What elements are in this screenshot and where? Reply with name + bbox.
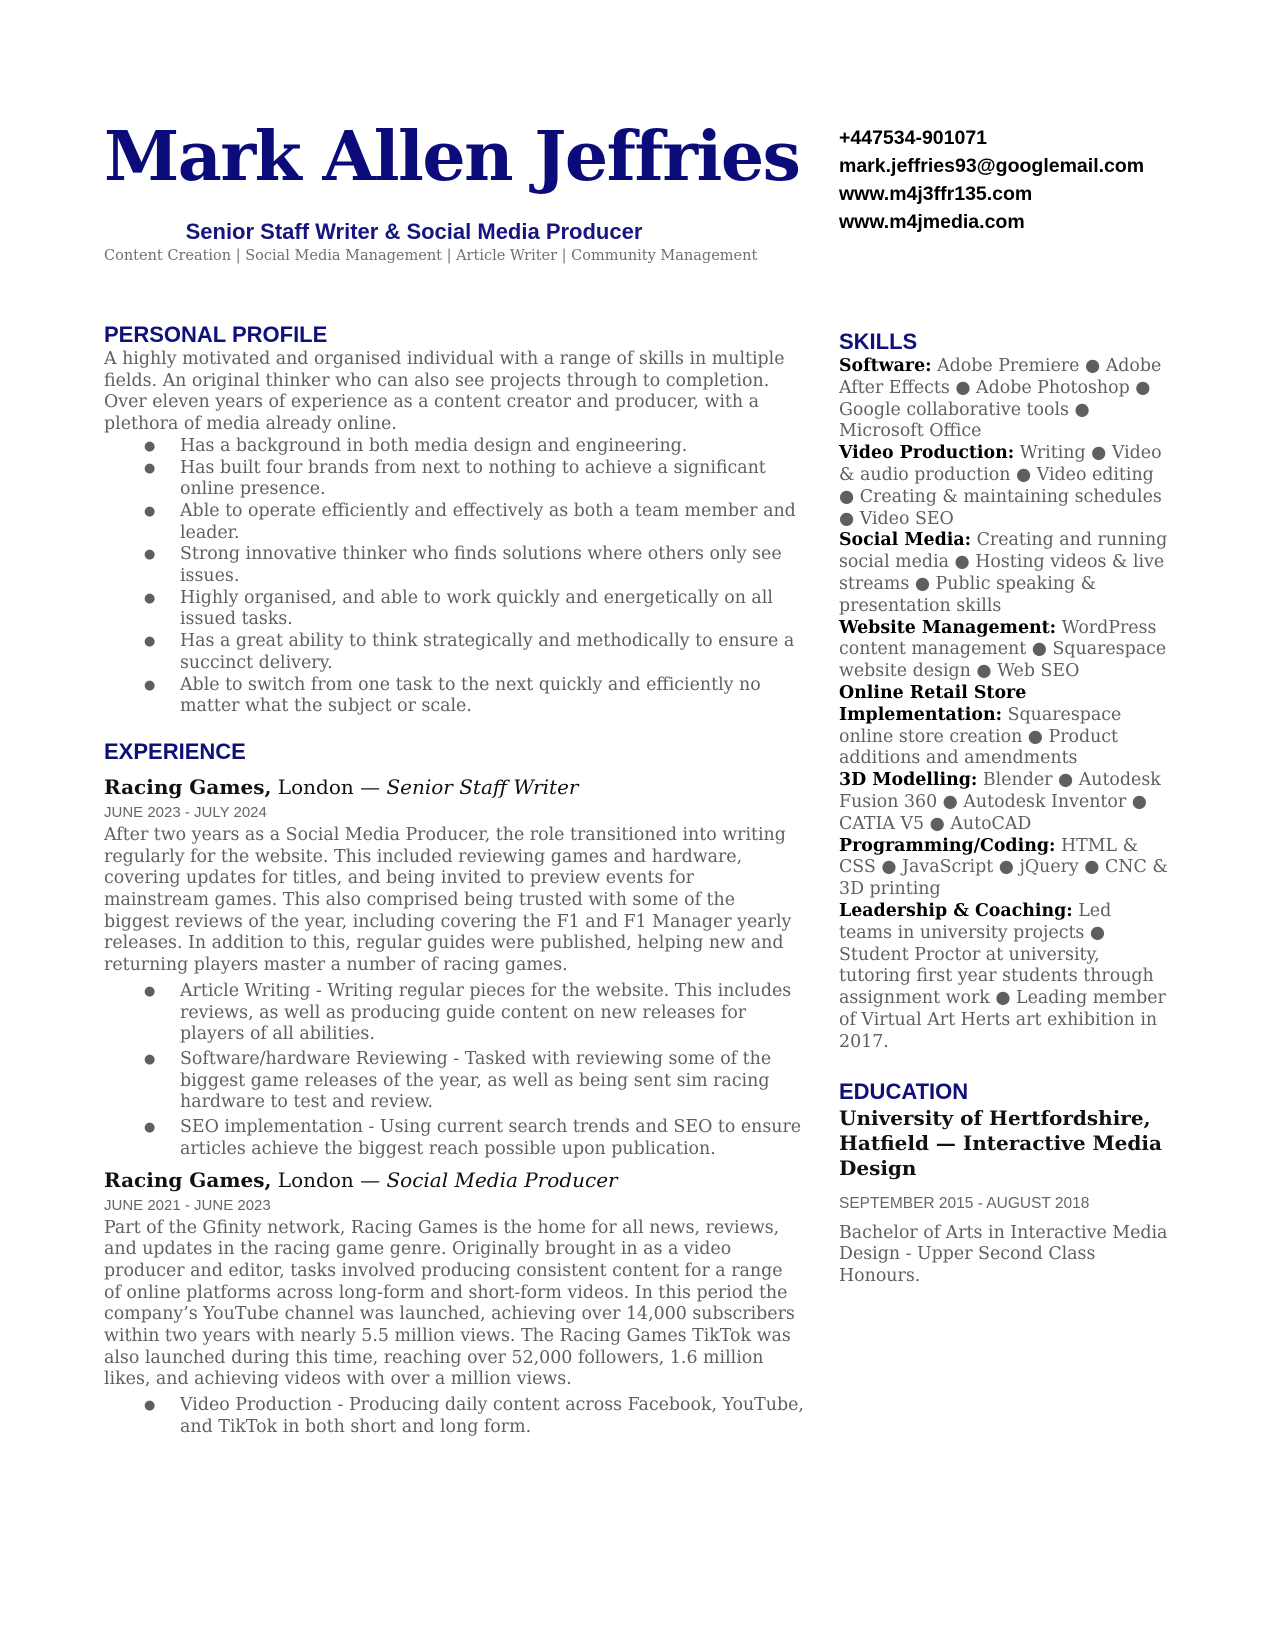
list-item: ● Software/hardware Reviewing - Tasked with reviewing some of the biggest game releases of the year, as well as being sent sim racing hardware to test and review.	[144, 1048, 772, 1113]
job-entry	[104, 1167, 804, 1439]
company-name: Racing Games,	[104, 1167, 272, 1192]
list-item: ● Strong innovative thinker who finds solutions where others only see issues.	[144, 544, 782, 587]
tagline: Content Creation | Social Media Management | Article Writer | Community Management	[104, 248, 758, 264]
skill-items: Writing ● Video & audio production ● Video editing ● Creating & maintaining schedules ● Video SEO	[839, 443, 1162, 529]
job-bullets	[104, 1395, 804, 1438]
skill-group	[839, 356, 1169, 443]
bullet-icon: ●	[144, 590, 156, 606]
skill-items: HTML & CSS ● JavaScript ● jQuery ● CNC & 3D printing	[839, 835, 1168, 900]
job-location: London —	[271, 1167, 387, 1192]
job-dates: JUNE 2023 - JULY 2024	[104, 803, 267, 821]
list-item: ● Has a background in both media design and engineering.	[144, 435, 688, 456]
skill-group	[839, 683, 1169, 770]
skill-label: Social Media:	[839, 530, 972, 551]
website-link: www.m4j3ffr135.com	[839, 183, 1033, 205]
skill-label: Website Management:	[839, 617, 1057, 638]
section-heading-education: EDUCATION	[839, 1078, 969, 1104]
skill-group	[839, 836, 1169, 901]
skill-group	[839, 618, 1169, 683]
section-heading-skills: SKILLS	[839, 329, 918, 354]
education-dates: SEPTEMBER 2015 - AUGUST 2018	[839, 1194, 1090, 1212]
list-item: ● Able to switch from one task to the next quickly and efficiently no matter what the subject or scale.	[144, 674, 761, 717]
skill-items: Blender ● Autodesk Fusion 360 ● Autodesk Inventor ● CATIA V5 ● AutoCAD	[839, 770, 1161, 834]
list-item: ● Video Production - Producing daily content across Facebook, YouTube, and TikTok in both short and long form.	[144, 1395, 804, 1437]
skill-items: Adobe Premiere ● Adobe After Effects ● Adobe Photoshop ● Google collaborative tools ● Microsoft Office	[839, 356, 1162, 442]
skill-label: 3D Modelling:	[839, 770, 978, 791]
profile-bullets	[104, 436, 804, 718]
candidate-name: Mark Allen Jeffries	[104, 117, 800, 197]
skill-items: Squarespace online store creation ● Product additions and amendments	[839, 704, 1122, 769]
list-item: ● Has a great ability to think strategically and methodically to ensure a succinct delivery.	[144, 631, 795, 673]
skill-label: Leadership & Coaching:	[839, 900, 1073, 921]
side-column	[839, 328, 1169, 1288]
list-item: ● Able to operate efficiently and effectively as both a team member and leader.	[144, 500, 796, 543]
profile-summary: A highly motivated and organised individual with a range of skills in multiple fields. An original thinker who can also see projects through to completion. Over eleven years of experience as a content creator and producer, with a plethora of media already online.	[104, 349, 785, 435]
bullet-icon: ●	[144, 438, 156, 454]
education-school: University of Hertfordshire, Hatfield — Interactive Media Design	[839, 1105, 1162, 1180]
job-title: Senior Staff Writer & Social Media Producer	[185, 219, 643, 244]
bullet-icon: ●	[144, 503, 156, 519]
skill-group	[839, 443, 1169, 530]
skill-group	[839, 901, 1169, 1054]
skill-items: Led teams in university projects ● Student Proctor at university, tutoring first year students through assignment work ● Leading member of Virtual Art Herts art exhibition in 2017.	[839, 900, 1166, 1052]
bullet-icon: ●	[144, 983, 156, 999]
email-address: mark.jeffries93@googlemail.com	[839, 155, 1145, 177]
job-dates: JUNE 2021 - JUNE 2023	[104, 1196, 271, 1214]
job-entry	[104, 774, 804, 1161]
skill-items: WordPress content management ● Squarespace website design ● Web SEO	[839, 617, 1167, 682]
job-header	[104, 774, 804, 800]
education-degree: Bachelor of Arts in Interactive Media Design - Upper Second Class Honours.	[839, 1222, 1168, 1286]
skill-group	[839, 770, 1169, 835]
job-location: London —	[271, 774, 387, 799]
job-header	[104, 1167, 804, 1193]
bullet-icon: ●	[144, 460, 156, 476]
bullet-icon: ●	[144, 634, 156, 650]
skill-label: Programming/Coding:	[839, 835, 1056, 856]
bullet-icon: ●	[144, 1120, 156, 1136]
skill-items: Creating and running social media ● Hosting videos & live streams ● Public speaking & presentation skills	[839, 530, 1168, 616]
list-item: ● SEO implementation - Using current search trends and SEO to ensure articles achieve the biggest reach possible upon publication.	[144, 1117, 802, 1159]
job-description: Part of the Gfinity network, Racing Games is the home for all news, reviews, and updates in the racing game genre. Originally brought in as a video producer and editor, tasks involved producing consistent content for a range of online platforms across long-form and short-form videos. In this period the company’s YouTube channel was launched, achieving over 14,000 subscribers within two years with nearly 5.5 million views. The Racing Games TikTok was also launched during this time, reaching over 52,000 followers, 1.6 million likes, and achieving videos with over a million views.	[104, 1217, 795, 1390]
job-role: Social Media Producer	[386, 1167, 618, 1192]
contact-block	[839, 124, 1219, 236]
list-item: ● Has built four brands from next to nothing to achieve a significant online presence.	[144, 457, 766, 500]
skill-label: Software:	[839, 356, 932, 376]
section-heading-profile: PERSONAL PROFILE	[104, 322, 328, 347]
job-bullets	[104, 981, 804, 1161]
company-name: Racing Games,	[104, 774, 272, 799]
website-link: www.m4jmedia.com	[839, 211, 1025, 233]
skill-label: Online Retail Store Implementation:	[839, 682, 1027, 725]
bullet-icon: ●	[144, 677, 156, 693]
bullet-icon: ●	[144, 1398, 156, 1414]
bullet-icon: ●	[144, 1051, 156, 1067]
skill-group	[839, 530, 1169, 617]
list-item: ● Highly organised, and able to work quickly and energetically on all issued tasks.	[144, 587, 773, 630]
main-column	[104, 321, 804, 1439]
phone-number: +447534-901071	[839, 127, 988, 149]
job-description: After two years as a Social Media Producer, the role transitioned into writing regularly for the website. This included reviewing games and hardware, covering updates for titles, and being invited to preview events for mainstream games. This also comprised being trusted with some of the biggest reviews of the year, including covering the F1 and F1 Manager yearly releases. In addition to this, regular guides were published, helping new and returning players master a number of racing games.	[104, 824, 792, 976]
section-heading-experience: EXPERIENCE	[104, 738, 246, 764]
skill-label: Video Production:	[839, 443, 1015, 464]
bullet-icon: ●	[144, 547, 156, 563]
job-role: Senior Staff Writer	[386, 774, 579, 799]
list-item: ● Article Writing - Writing regular pieces for the website. This includes reviews, as well as producing guide content on new releases for players of all abilities.	[144, 980, 792, 1045]
